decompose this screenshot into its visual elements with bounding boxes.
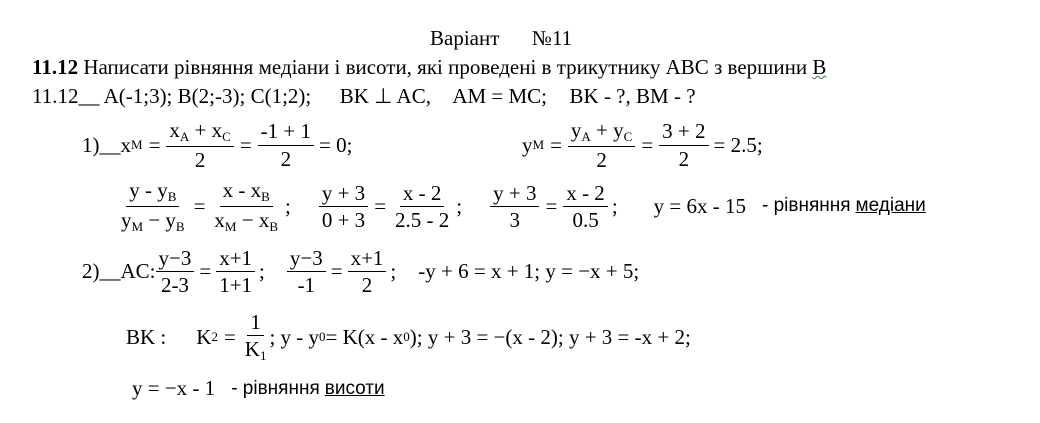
ym-value-fraction [659, 119, 708, 170]
median-f2-den-mid: − x [236, 207, 270, 232]
ym-formula-num: y [570, 118, 582, 142]
k2-den: K [244, 337, 260, 362]
bk-eq-mid: = K(x - x [325, 324, 404, 349]
k2-num: 1 [247, 310, 264, 336]
k2-sub: 2 [211, 329, 218, 345]
ac-label: AC: [120, 259, 156, 284]
median-result: y = 6x - 15 [653, 193, 746, 218]
task-statement [32, 55, 826, 80]
median-f1-num: y - y [129, 178, 168, 202]
final-word: висоти [324, 377, 385, 399]
k2-den-sub: 1 [259, 348, 267, 364]
median-f1-den-mid: − y [143, 207, 176, 232]
task-vertex: B [812, 55, 827, 79]
ym-formula-sub-c: C [623, 129, 633, 144]
median-g1-den: 0 + 3 [321, 207, 366, 232]
median-f2-num: x - x [222, 178, 262, 202]
bk-label: BK : [126, 324, 167, 349]
xm-formula-num: x [169, 118, 180, 142]
median-h2-num: x - 2 [563, 181, 608, 207]
median-f1-den-sub2: B [175, 218, 185, 234]
task-text: Написати рівняння медіани і висоти, які проведені в трикутнику ABC з вершини [83, 55, 808, 79]
xm-result: = 0; [319, 132, 353, 157]
ac-frac-4 [348, 246, 387, 297]
ac-b2-den: 2 [361, 273, 373, 298]
question-bm: BM - ? [636, 84, 696, 108]
ac-frac-2 [216, 246, 255, 297]
median-f2-den-sub1: M [224, 218, 237, 234]
median-word: медіани [855, 195, 926, 217]
median-f1-den: y [121, 207, 132, 232]
ac-result: -y + 6 = x + 1; y = −x + 5; [418, 259, 640, 284]
xm-value-den: 2 [280, 146, 292, 171]
ym-value-num: 3 + 2 [659, 119, 708, 145]
xm-formula-sub-a: A [179, 129, 190, 144]
median-formula-right [211, 178, 281, 235]
given-line: 11.12__ A(-1;3); B(2;-3); C(1;2); BK ⊥ AC, AM = MC; BK - ?, BM - ? [32, 84, 696, 108]
question-bk: BK - ?, [569, 84, 631, 108]
point-b: B(2;-3); [177, 84, 246, 108]
median-g1-num: y + 3 [319, 181, 368, 207]
ac-frac-3 [287, 246, 326, 297]
median-f2-den-sub2: B [269, 218, 278, 234]
ym-formula-fraction [568, 118, 635, 172]
point-a: A(-1;3); [103, 84, 173, 108]
bk-eq-end: ); y + 3 = −(x - 2); y + 3 = -x + 2; [409, 324, 691, 349]
ym-formula-plus: + y [590, 118, 624, 142]
median-g2-num: x - 2 [400, 181, 445, 207]
midpoint-condition: AM = MC; [452, 84, 548, 108]
bk-eq-sub: 0 [319, 329, 326, 345]
median-f2-den: x [214, 207, 225, 232]
bk-eq-start: ; y - y [269, 324, 320, 349]
xm-sub: M [131, 137, 143, 153]
step1-midpoint: 1) __ x M = $\frac{x_A + x_C}{2}$ = $\frac{-1 + 1}{2}$ = 0; [82, 118, 353, 172]
ac-frac-1 [156, 246, 195, 297]
point-c: C(1;2); [250, 84, 312, 108]
ym-formula-sub-a: A [581, 129, 591, 144]
median-sub-left [319, 181, 368, 232]
xm-formula-fraction [166, 118, 233, 172]
ac-b2-num: x+1 [348, 246, 387, 272]
task-number: 11.12 [32, 55, 79, 79]
ac-b1-den: -1 [297, 273, 316, 298]
final-line [132, 376, 385, 401]
step2-label: 2) [82, 259, 100, 284]
ym-formula-den: 2 [596, 147, 607, 172]
median-h2-den: 0.5 [572, 207, 599, 232]
median-h1-num: y + 3 [490, 181, 539, 207]
median-f1-den-sub1: M [131, 218, 144, 234]
ac-b1-num: y−3 [287, 246, 326, 272]
xm-formula-plus: + x [189, 118, 223, 142]
final-equation: y = −x - 1 [132, 376, 216, 400]
ym-sub: M [532, 137, 545, 153]
k2-symbol: K [196, 324, 212, 349]
ac-a2-num: x+1 [216, 246, 255, 272]
ac-a1-num: y−3 [156, 246, 195, 272]
ac-a2-den: 1+1 [219, 273, 253, 298]
median-simpl-left [490, 181, 539, 232]
median-g2-den: 2.5 - 2 [395, 207, 450, 232]
xm-symbol: x [120, 132, 131, 157]
ym-result: = 2.5; [713, 132, 763, 157]
ym-value-den: 2 [678, 146, 690, 171]
xm-value-fraction [258, 119, 314, 170]
k2-fraction [242, 310, 270, 364]
median-h1-den: 3 [509, 207, 521, 232]
step1-label: 1) [82, 132, 100, 157]
bk-eq-sub2: 0 [403, 329, 410, 345]
ym-symbol: y [522, 132, 533, 157]
bk-line: BK : K 2 = $\frac{1}{K_1}$ ; y - y 0 = K(x - x 0 ); y + 3 = −(x - 2); y + 3 = -x + 2; [126, 310, 691, 364]
median-dash-text: - рівняння [762, 195, 851, 217]
ac-a1-den: 2-3 [160, 273, 189, 298]
variant-title [430, 26, 572, 51]
median-f1-num-sub: B [167, 189, 177, 204]
variant-number: №11 [531, 26, 573, 50]
median-sub-right [392, 181, 452, 232]
median-f2-num-sub: B [261, 189, 270, 204]
xm-value-num: -1 + 1 [258, 119, 314, 145]
perpendicular-condition: BK ⊥ AC, [339, 84, 431, 108]
xm-formula-den: 2 [194, 147, 206, 172]
median-formula-left [118, 178, 188, 235]
final-dash-text: - рівняння [231, 377, 320, 399]
median-line: $\frac{y - y_B}{y_M - y_B}$ = $\frac{x - x_B}{x_M - x_B}$ ; $\frac{y + 3}{0 + 3}$ = $\frac{x - 2}{2.5 - 2}$ ; $\frac{y + 3}{3}$ = $\frac{x - 2}{0.5}$ ; y = 6x - 15 - рівняння медіани [118, 178, 926, 235]
variant-label: Варіант [430, 26, 500, 50]
given-prefix: 11.12 [32, 84, 79, 108]
xm-formula-sub-c: C [222, 129, 231, 144]
step2-ac: 2) __ AC: $\frac{y-3}{2-3}$ = $\frac{x+1}{1+1}$ ; $\frac{y-3}{-1}$ = $\frac{x+1}{2}$ ; -y + 6 = x + 1; y = −x + 5; [82, 246, 640, 298]
median-simpl-right [563, 181, 608, 232]
step1-ym: y M = $\frac{y_A + y_C}{2}$ = $\frac{3 + 2}{2}$ = 2.5; [522, 118, 763, 172]
